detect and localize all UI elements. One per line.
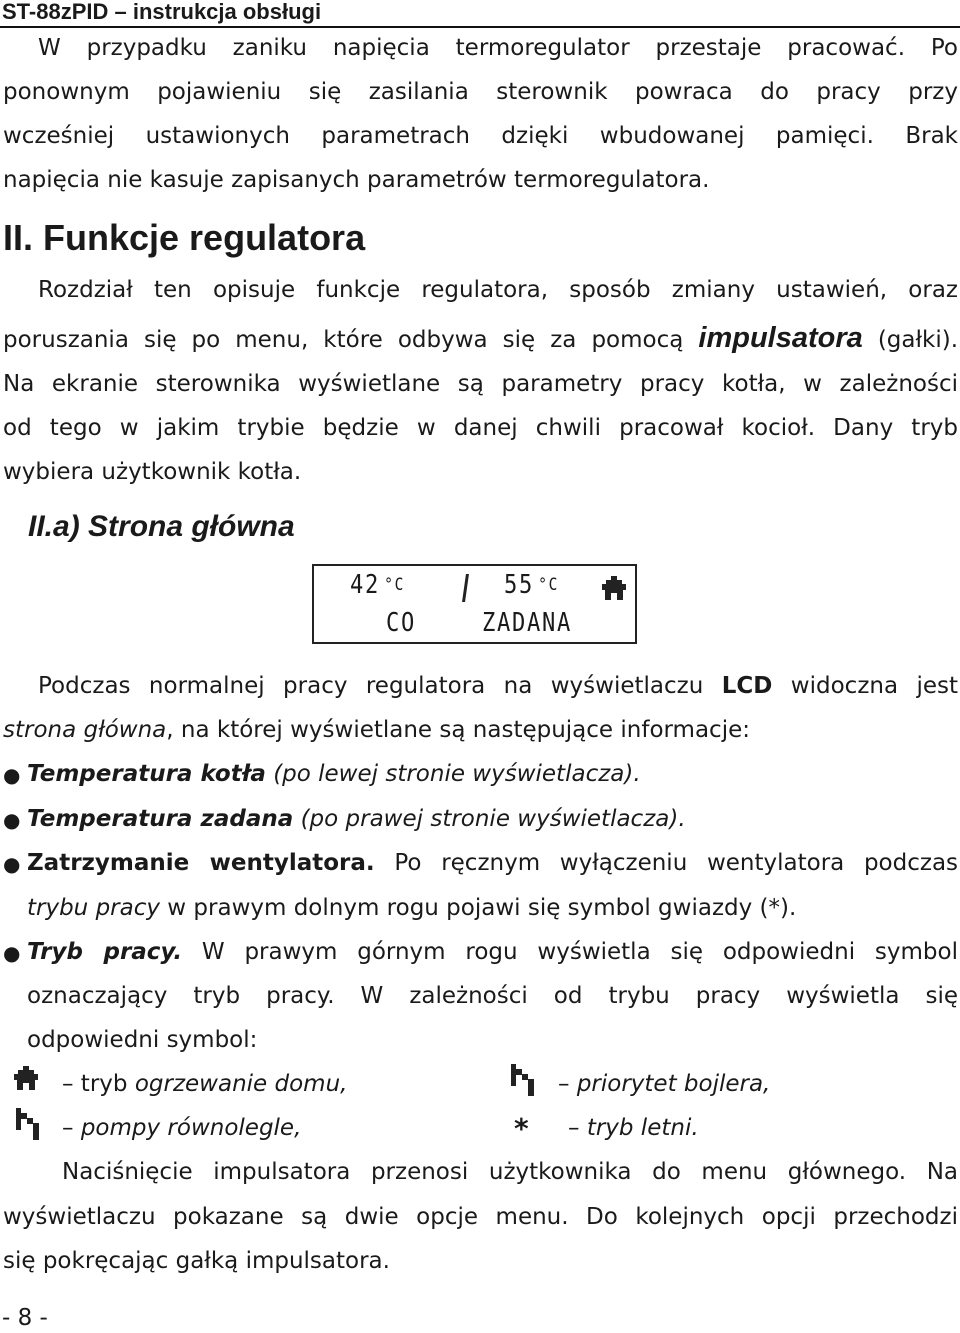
text-span: (gałki).	[877, 327, 959, 353]
text-line: wyświetlaczu pokazane są dwie opcje menu. Do kolejnych opcji przechodzi	[3, 1204, 958, 1230]
text-line: się pokręcając gałką impulsatora.	[3, 1248, 390, 1274]
text-line	[3, 323, 958, 355]
text-line: napięcia nie kasuje zapisanych parametrów termoregulatora.	[3, 167, 710, 193]
emphasis-impulsator: impulsatora	[698, 322, 863, 354]
text-line: Naciśnięcie impulsatora przenosi użytkownika do menu głównego. Na	[62, 1159, 958, 1185]
text-line: wybiera użytkownik kotła.	[3, 459, 302, 485]
lcd-emphasis: LCD	[721, 673, 773, 699]
section-heading: II. Funkcje regulatora	[3, 217, 366, 258]
symbol-description: – priorytet bojlera,	[558, 1071, 771, 1097]
lcd-label-left: CO	[386, 608, 417, 638]
page-number: - 8 -	[2, 1305, 48, 1331]
bullet-dot-icon: ●	[3, 852, 21, 876]
text-line: Na ekranie sterownika wyświetlane są parametry pracy kotła, w zależności	[3, 371, 958, 397]
header-divider	[0, 26, 960, 28]
text-line: W przypadku zaniku napięcia termoregulator przestaje pracować. Po	[38, 35, 958, 61]
asterisk-icon: *	[514, 1112, 529, 1145]
list-item-cont: oznaczający tryb pracy. W zależności od trybu pracy wyświetla się	[27, 983, 958, 1009]
text-line: Rozdział ten opisuje funkcje regulatora, sposób zmiany ustawień, oraz	[38, 277, 958, 303]
lcd-temp-right: 55 $^{^\circ C}$	[504, 570, 560, 600]
bullet-dot-icon: ●	[3, 763, 21, 787]
text-line: Podczas normalnej pracy regulatora na wyświetlaczu LCD widoczna jest	[38, 673, 959, 699]
bullet-dot-icon: ●	[3, 941, 21, 965]
list-item: Temperatura zadana (po prawej stronie wyświetlacza).	[27, 806, 686, 832]
list-item-cont: trybu pracy w prawym dolnym rogu pojawi się symbol gwiazdy (*).	[27, 895, 797, 921]
subsection-heading: II.a) Strona główna	[28, 510, 295, 543]
faucet-icon	[511, 1064, 537, 1100]
house-icon	[14, 1066, 38, 1096]
symbol-description: – pompy równolegle,	[62, 1115, 302, 1141]
text-line: ponownym pojawieniu się zasilania sterownik powraca do pracy przy	[3, 79, 958, 105]
symbol-description: – tryb letni.	[568, 1115, 699, 1141]
text-span: poruszania się po menu, które odbywa się za pomocą	[3, 327, 684, 353]
text-line: od tego w jakim trybie będzie w danej chwili pracował kocioł. Dany tryb	[3, 415, 958, 441]
lcd-temp-left: 42 $^{^\circ C}$	[350, 570, 406, 600]
list-item: Tryb pracy. W prawym górnym rogu wyświetla się odpowiedni symbol	[27, 939, 958, 965]
lcd-separator	[462, 574, 469, 602]
symbol-description: – tryb ogrzewanie domu,	[62, 1071, 348, 1097]
text-line: strona główna, na której wyświetlane są następujące informacje:	[3, 717, 750, 743]
list-item: Zatrzymanie wentylatora. Po ręcznym wyłączeniu wentylatora podczas	[27, 850, 959, 876]
bullet-dot-icon: ●	[3, 808, 21, 832]
list-item: Temperatura kotła (po lewej stronie wyświetlacza).	[27, 761, 641, 787]
house-icon	[602, 576, 626, 606]
text-line: wcześniej ustawionych parametrach dzięki wbudowanej pamięci. Brak	[3, 123, 958, 149]
document-title: ST-88zPID – instrukcja obsługi	[2, 0, 322, 24]
list-item-cont: odpowiedni symbol:	[27, 1027, 258, 1053]
faucet-icon	[16, 1108, 42, 1144]
lcd-label-right: ZADANA	[482, 608, 573, 638]
lcd-display	[312, 564, 637, 644]
